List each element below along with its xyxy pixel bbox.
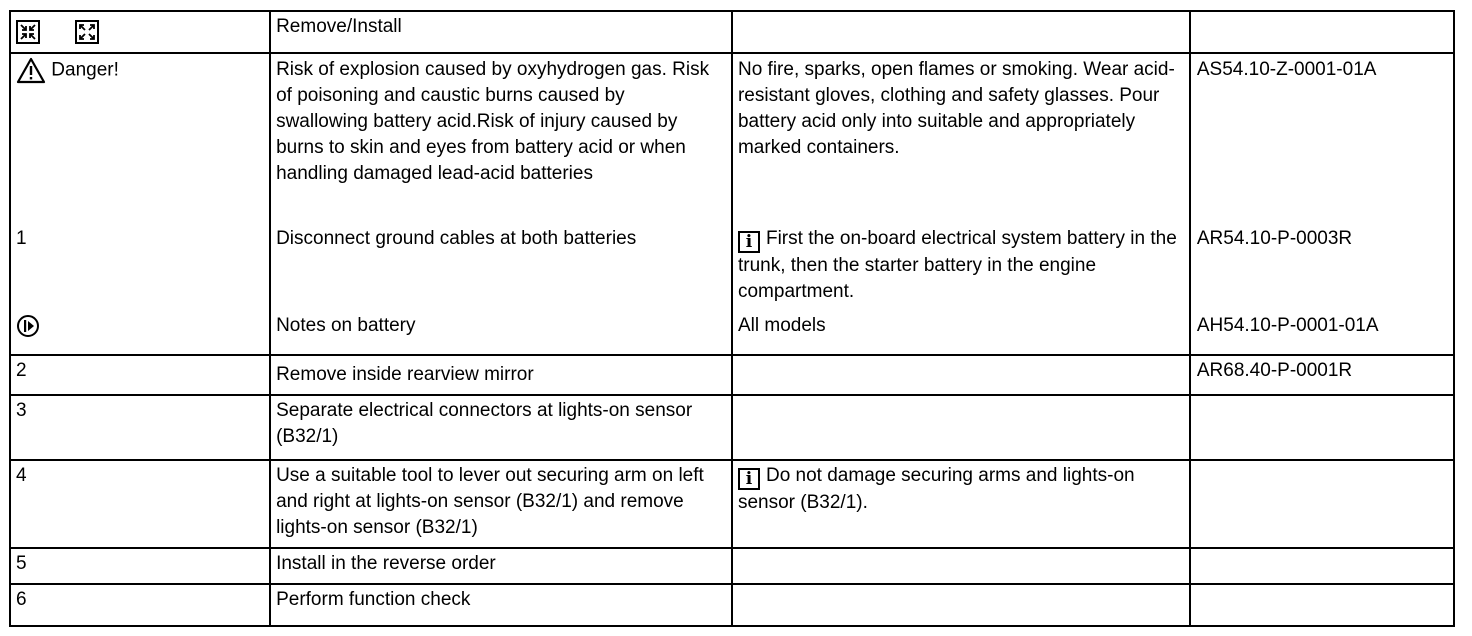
info-icon: i (738, 231, 760, 253)
precaution-cell (732, 53, 1190, 223)
step-title-cell (270, 11, 732, 53)
reference-code-cell (1190, 395, 1454, 460)
step-action-cell (270, 395, 732, 460)
reference-code-cell (1190, 548, 1454, 584)
table-row (10, 460, 1454, 548)
table-row (10, 11, 1454, 53)
step-action-cell (270, 584, 732, 626)
step-note-cell (732, 460, 1190, 548)
step-number: 5 (16, 553, 27, 574)
reference-code-cell (1190, 223, 1454, 311)
step-number-cell (10, 460, 270, 548)
step-note-cell (732, 584, 1190, 626)
step-number: 2 (16, 360, 27, 381)
step-action-cell (270, 460, 732, 548)
hazard-text: Risk of explosion caused by oxyhydrogen gas. Risk of poisoning and caustic burns caused by swallowing battery acid.Risk of injury caused by burns to skin and eyes from battery acid or when handling damaged lead-acid batteries (276, 59, 710, 184)
step-note-cell (732, 355, 1190, 395)
step-note: All models (737, 315, 826, 336)
step-number-cell (10, 584, 270, 626)
table-row (10, 311, 1454, 355)
step-action-cell (270, 548, 732, 584)
step-number-cell (10, 395, 270, 460)
step-note-cell (732, 395, 1190, 460)
table-row (10, 223, 1454, 311)
reference-code-cell (1190, 311, 1454, 355)
step-action: Notes on battery (276, 315, 416, 336)
danger-label: Danger! (51, 59, 119, 81)
step-action-cell (270, 355, 732, 395)
step-action: Install in the reverse order (276, 553, 496, 574)
table-row (10, 395, 1454, 460)
reference-code: AR54.10-P-0003R (1196, 228, 1353, 249)
step-number: 4 (16, 465, 27, 486)
table-row (10, 53, 1454, 223)
reference-code-cell (1190, 460, 1454, 548)
step-marker-cell (10, 11, 270, 53)
reference-code-cell (1190, 355, 1454, 395)
reference-code-cell (1190, 53, 1454, 223)
step-action: Disconnect ground cables at both batteries (276, 228, 637, 249)
step-note-cell (732, 548, 1190, 584)
table-row (10, 355, 1454, 395)
step-number-cell (10, 355, 270, 395)
step-note-cell (732, 311, 1190, 355)
step-title: Remove/Install (276, 16, 402, 37)
warning-triangle-icon (16, 57, 46, 84)
danger-label-cell (10, 53, 270, 223)
step-number: 6 (16, 589, 27, 610)
remove-icon (16, 20, 40, 44)
empty-cell (1190, 11, 1454, 53)
step-action: Perform function check (276, 589, 471, 610)
step-note-cell (732, 223, 1190, 311)
step-number-cell (10, 223, 270, 311)
procedure-table (9, 10, 1455, 627)
precaution-text: No fire, sparks, open flames or smoking. Wear acid-resistant gloves, clothing and safety glasses. Pour battery acid only into suitable and appropriately marked containers. (737, 59, 1175, 158)
step-number: 3 (16, 400, 27, 421)
step-number: 1 (16, 228, 27, 249)
table-row (10, 548, 1454, 584)
reference-code: AS54.10-Z-0001-01A (1196, 59, 1377, 80)
install-icon (75, 20, 99, 44)
info-icon: i (738, 468, 760, 490)
step-note: Do not damage securing arms and lights-on sensor (B32/1). (737, 465, 1135, 513)
step-action: Remove inside rearview mirror (276, 364, 534, 385)
hazard-cell (270, 53, 732, 223)
notes-icon (16, 314, 40, 338)
reference-code: AR68.40-P-0001R (1196, 360, 1353, 381)
step-action-cell (270, 223, 732, 311)
step-number-cell (10, 548, 270, 584)
table-row (10, 584, 1454, 626)
notes-icon-cell (10, 311, 270, 355)
step-action: Use a suitable tool to lever out securing arm on left and right at lights-on sensor (B32/1) and remove lights-on sensor (B32/1) (276, 465, 704, 538)
step-note: First the on-board electrical system battery in the trunk, then the starter battery in the engine compartment. (737, 228, 1177, 302)
step-action: Separate electrical connectors at lights-on sensor (B32/1) (276, 400, 693, 447)
reference-code-cell (1190, 584, 1454, 626)
reference-code: AH54.10-P-0001-01A (1196, 315, 1379, 336)
step-action-cell (270, 311, 732, 355)
empty-cell (732, 11, 1190, 53)
